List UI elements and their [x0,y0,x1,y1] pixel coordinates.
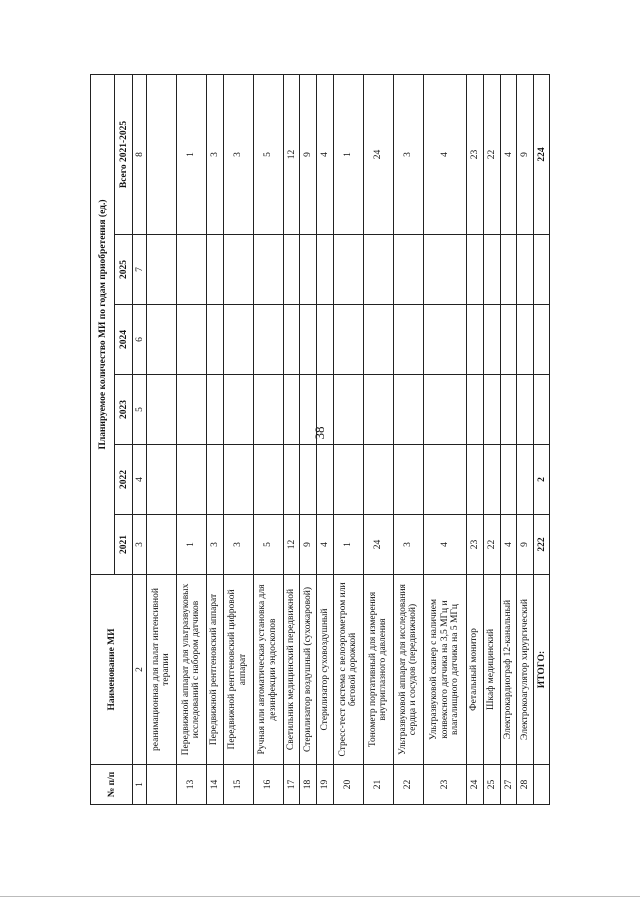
quantity-cell [467,375,484,445]
equipment-name: Ручная или автоматическая установка для дезинфекции эндоскопов [253,575,283,765]
quantity-cell: 3 [223,515,253,575]
quantity-cell [467,235,484,305]
equipment-name: Светильник медицинский передвижной [283,575,300,765]
quantity-cell [300,235,317,305]
table-row [334,74,364,804]
quantity-cell: 24 [363,74,393,234]
quantity-cell: 5 [253,515,283,575]
row-number: 13 [176,765,206,805]
quantity-cell [176,375,206,445]
quantity-cell: 24 [363,515,393,575]
quantity-cell [517,445,534,515]
equipment-name: Стресс-тест система с велоэргометром или беговой дорожкой [334,575,364,765]
quantity-cell: 22 [483,515,500,575]
table-row [500,74,517,804]
quantity-cell [467,305,484,375]
column-index: 5 [133,375,147,445]
quantity-cell [334,375,364,445]
quantity-cell [393,445,423,515]
equipment-name: Ультразвуковой сканер с наличием конвексного датчика на 3,5 МГц и влагалищного датчика на 5 МГц [423,575,466,765]
equipment-name: реанимационная для палат интенсивной терапии [147,575,177,765]
quantity-cell [223,305,253,375]
quantity-cell [500,235,517,305]
column-index: 1 [133,765,147,805]
equipment-name: Электрокардиограф 12-канальный [500,575,517,765]
quantity-cell: 23 [467,74,484,234]
quantity-cell [517,235,534,305]
quantity-cell [206,235,223,305]
rotated-table-container [90,75,550,805]
quantity-cell [283,445,300,515]
row-number: 18 [300,765,317,805]
row-number: 15 [223,765,253,805]
quantity-cell [283,305,300,375]
equipment-name: Передвижной рентгеновский цифровой аппарат [223,575,253,765]
quantity-cell: 4 [423,515,466,575]
equipment-name: Стерилизатор суховоздушный [317,575,334,765]
column-index: 3 [133,515,147,575]
equipment-name: Передвижной рентгеновский аппарат [206,575,223,765]
header-year: 2023 [115,375,133,445]
column-index: 8 [133,74,147,234]
quantity-cell: 1 [176,74,206,234]
column-index: 4 [133,445,147,515]
row-number: 14 [206,765,223,805]
quantity-cell [283,375,300,445]
quantity-cell [334,305,364,375]
quantity-cell: 5 [253,74,283,234]
quantity-cell [423,235,466,305]
quantity-cell: 9 [517,74,534,234]
quantity-cell: 23 [467,515,484,575]
table-row [317,74,334,804]
equipment-name: Тонометр портативный для измерения внутриглазного давления [363,575,393,765]
header-name: Наименование МИ [91,575,133,765]
quantity-cell [317,235,334,305]
quantity-cell [483,235,500,305]
quantity-cell [500,445,517,515]
quantity-cell [223,445,253,515]
row-number: 22 [393,765,423,805]
quantity-cell [223,375,253,445]
quantity-cell: 4 [500,74,517,234]
quantity-cell [423,305,466,375]
header-year: Всего 2021-2025 [115,74,133,234]
equipment-name: Шкаф медицинский [483,575,500,765]
quantity-cell: 1 [176,515,206,575]
table-row [423,74,466,804]
quantity-cell [283,235,300,305]
quantity-cell [147,445,177,515]
quantity-cell [363,305,393,375]
quantity-cell [423,375,466,445]
table-row [300,74,317,804]
quantity-cell: 4 [500,515,517,575]
row-number: 21 [363,765,393,805]
quantity-cell: 3 [206,74,223,234]
table-row [393,74,423,804]
equipment-name: Передвижной аппарат для ультразвуковых исследований с набором датчиков [176,575,206,765]
quantity-cell [206,375,223,445]
total-label: ИТОГО: [534,575,550,765]
page-bottom-line [0,896,640,897]
total-row [534,74,550,804]
row-number: 16 [253,765,283,805]
row-number: 17 [283,765,300,805]
quantity-cell [147,235,177,305]
quantity-cell: 3 [393,74,423,234]
quantity-cell [483,305,500,375]
quantity-cell: 9 [517,515,534,575]
quantity-cell: 9 [300,74,317,234]
table-row [467,74,484,804]
header-no: № п/п [91,765,133,805]
quantity-cell [393,235,423,305]
equipment-name: Ультразвуковой аппарат для исследования сердца и сосудов (передвижной) [393,575,423,765]
quantity-cell [147,515,177,575]
quantity-cell: 1 [334,515,364,575]
quantity-cell: 3 [223,74,253,234]
quantity-cell [334,235,364,305]
equipment-name: Стерилизатор воздушный (сухожаровой) [300,575,317,765]
table-row [483,74,500,804]
page-number: 38 [312,426,327,440]
quantity-cell [147,74,177,234]
quantity-cell [206,445,223,515]
quantity-cell [517,375,534,445]
quantity-cell: 4 [317,74,334,234]
quantity-cell [393,375,423,445]
quantity-cell [500,305,517,375]
row-number: 20 [334,765,364,805]
header-year: 2022 [115,445,133,515]
quantity-cell [317,445,334,515]
total-cell [534,235,550,305]
quantity-cell [176,445,206,515]
quantity-cell: 3 [206,515,223,575]
table-row [253,74,283,804]
header-year: 2025 [115,235,133,305]
row-number [147,765,177,805]
quantity-cell [253,375,283,445]
quantity-cell [467,445,484,515]
row-number: 19 [317,765,334,805]
quantity-cell: 12 [283,74,300,234]
table-row [206,74,223,804]
row-number: 28 [517,765,534,805]
equipment-name: Электрокоагулятор хирургический [517,575,534,765]
quantity-cell: 3 [393,515,423,575]
header-year: 2021 [115,515,133,575]
quantity-cell [483,445,500,515]
quantity-cell [317,305,334,375]
row-number: 27 [500,765,517,805]
total-cell [534,375,550,445]
quantity-cell: 12 [283,515,300,575]
quantity-cell: 9 [300,515,317,575]
quantity-cell [206,305,223,375]
total-cell: 2 [534,445,550,515]
quantity-cell [334,445,364,515]
quantity-cell [176,305,206,375]
quantity-cell [300,305,317,375]
header-year: 2024 [115,305,133,375]
row-number: 25 [483,765,500,805]
quantity-cell [147,305,177,375]
equipment-table [90,74,550,805]
quantity-cell: 1 [334,74,364,234]
quantity-cell [363,235,393,305]
quantity-cell: 22 [483,74,500,234]
row-number: 24 [467,765,484,805]
table-row [223,74,253,804]
quantity-cell [253,445,283,515]
quantity-cell: 4 [317,515,334,575]
total-cell: 222 [534,515,550,575]
quantity-cell [517,305,534,375]
quantity-cell [253,305,283,375]
table-row [283,74,300,804]
quantity-cell [147,375,177,445]
quantity-cell [393,305,423,375]
header-planned: Планируемое количество МИ по годам приобретения (ед.) [91,74,115,574]
quantity-cell [300,445,317,515]
table-row [147,74,177,804]
quantity-cell [176,235,206,305]
quantity-cell [253,235,283,305]
quantity-cell [223,235,253,305]
quantity-cell [500,375,517,445]
total-cell: 224 [534,74,550,234]
quantity-cell [483,375,500,445]
quantity-cell [363,445,393,515]
quantity-cell: 4 [423,74,466,234]
quantity-cell [300,375,317,445]
quantity-cell [363,375,393,445]
table-row [363,74,393,804]
quantity-cell [317,375,334,445]
column-index: 7 [133,235,147,305]
column-index: 6 [133,305,147,375]
equipment-name: Фетальный монитор [467,575,484,765]
quantity-cell [423,445,466,515]
total-cell [534,305,550,375]
table-row [176,74,206,804]
column-index: 2 [133,575,147,765]
table-row [517,74,534,804]
row-number: 23 [423,765,466,805]
